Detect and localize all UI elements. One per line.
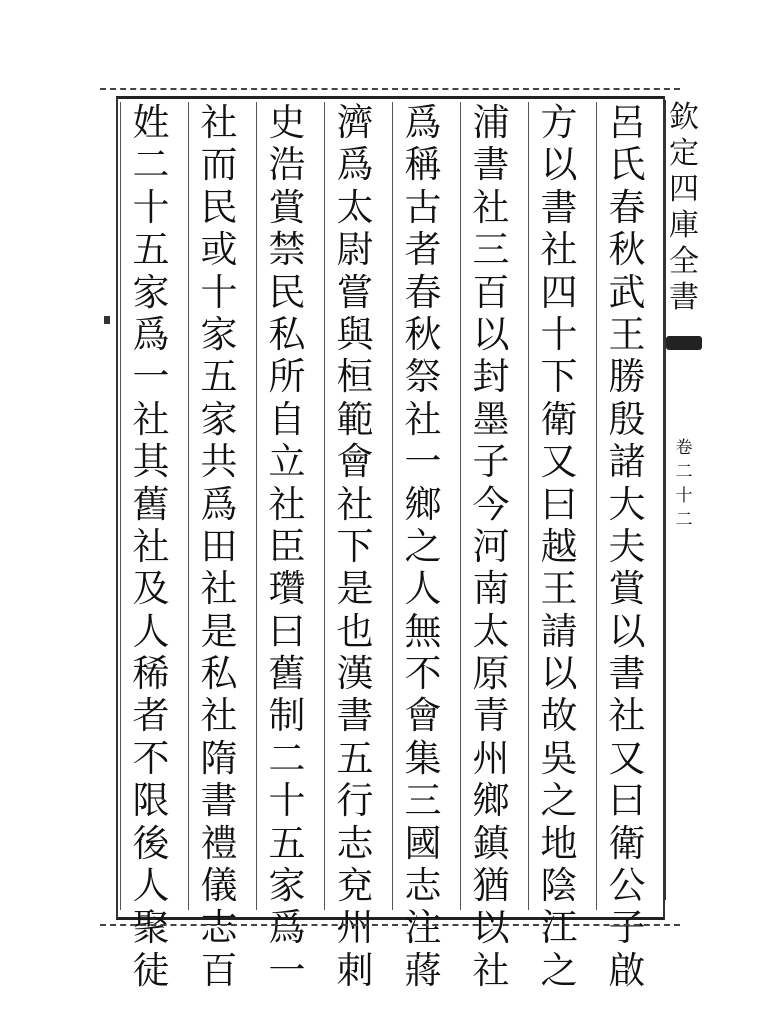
character: 夫 [608, 524, 646, 568]
character: 州 [336, 906, 374, 950]
character: 又 [608, 736, 646, 780]
character: 衛 [540, 397, 578, 441]
bottom-rule [100, 924, 680, 928]
character: 猶 [472, 864, 510, 908]
character: 子 [608, 906, 646, 950]
character: 隋 [200, 736, 238, 780]
character: 桓 [336, 355, 374, 399]
margin-character: 欽 [669, 100, 699, 135]
character: 封 [472, 355, 510, 399]
character: 青 [472, 694, 510, 738]
character: 賞 [268, 185, 306, 229]
character: 江 [540, 906, 578, 950]
text-column [324, 101, 385, 992]
character: 十 [540, 312, 578, 356]
character: 社 [132, 524, 170, 568]
character: 而 [200, 143, 238, 187]
character: 田 [200, 524, 238, 568]
character: 書 [336, 694, 374, 738]
character: 稱 [404, 143, 442, 187]
character: 刺 [336, 948, 374, 992]
top-rule [100, 88, 680, 92]
volume-label [664, 436, 704, 532]
character: 舊 [132, 482, 170, 526]
character: 五 [200, 355, 238, 399]
character: 志 [336, 821, 374, 865]
character: 共 [200, 440, 238, 484]
character: 鎮 [472, 821, 510, 865]
character: 民 [200, 185, 238, 229]
margin-character: 十 [675, 486, 693, 506]
character: 後 [132, 821, 170, 865]
character: 三 [472, 228, 510, 272]
character: 之 [540, 948, 578, 992]
text-column [528, 101, 589, 992]
character: 禁 [268, 228, 306, 272]
margin-character: 書 [669, 280, 699, 315]
character: 也 [336, 609, 374, 653]
character: 以 [608, 609, 646, 653]
character: 者 [404, 228, 442, 272]
character: 立 [268, 440, 306, 484]
character: 又 [540, 440, 578, 484]
character: 陰 [540, 864, 578, 908]
character: 嘗 [336, 270, 374, 314]
character: 之 [404, 524, 442, 568]
character: 禮 [200, 821, 238, 865]
character: 祭 [404, 355, 442, 399]
character: 五 [268, 821, 306, 865]
character: 河 [472, 524, 510, 568]
character: 太 [336, 185, 374, 229]
character: 漢 [336, 652, 374, 696]
character: 稀 [132, 652, 170, 696]
character: 社 [200, 694, 238, 738]
margin-character: 庫 [669, 208, 699, 243]
character: 人 [404, 567, 442, 611]
character: 古 [404, 185, 442, 229]
character: 地 [540, 821, 578, 865]
character: 爲 [404, 101, 442, 144]
character: 制 [268, 694, 306, 738]
character: 南 [472, 567, 510, 611]
character: 人 [132, 864, 170, 908]
character: 書 [200, 779, 238, 823]
character: 諸 [608, 440, 646, 484]
character: 社 [336, 482, 374, 526]
character: 是 [200, 609, 238, 653]
character: 請 [540, 609, 578, 653]
character: 春 [404, 270, 442, 314]
character: 下 [336, 524, 374, 568]
text-column [188, 101, 249, 992]
character: 及 [132, 567, 170, 611]
character: 三 [404, 779, 442, 823]
character: 大 [608, 482, 646, 526]
margin-title [664, 100, 704, 316]
character: 志 [404, 864, 442, 908]
character: 社 [200, 101, 238, 144]
character: 社 [472, 185, 510, 229]
character: 會 [336, 440, 374, 484]
character: 四 [540, 270, 578, 314]
character: 衛 [608, 821, 646, 865]
character: 勝 [608, 355, 646, 399]
character: 鄉 [404, 482, 442, 526]
character: 無 [404, 609, 442, 653]
character: 五 [132, 228, 170, 272]
character: 或 [200, 228, 238, 272]
margin-mark [104, 316, 110, 324]
character: 曰 [268, 609, 306, 653]
character: 家 [200, 312, 238, 356]
character: 私 [200, 652, 238, 696]
character: 限 [132, 779, 170, 823]
character: 注 [404, 906, 442, 950]
character: 其 [132, 440, 170, 484]
character: 百 [200, 948, 238, 992]
character: 鄉 [472, 779, 510, 823]
character: 子 [472, 440, 510, 484]
character: 曰 [608, 779, 646, 823]
character: 社 [132, 397, 170, 441]
character: 爲 [132, 312, 170, 356]
character: 自 [268, 397, 306, 441]
character: 二 [268, 736, 306, 780]
character: 蔣 [404, 948, 442, 992]
character: 武 [608, 270, 646, 314]
character: 今 [472, 482, 510, 526]
character: 人 [132, 609, 170, 653]
character: 一 [268, 948, 306, 992]
character: 儀 [200, 864, 238, 908]
text-column [256, 101, 317, 992]
character: 殷 [608, 397, 646, 441]
character: 不 [404, 652, 442, 696]
character: 民 [268, 270, 306, 314]
character: 以 [540, 143, 578, 187]
character: 浦 [472, 101, 510, 144]
character: 爲 [336, 143, 374, 187]
character: 社 [268, 482, 306, 526]
character: 行 [336, 779, 374, 823]
character: 賞 [608, 567, 646, 611]
character: 家 [132, 270, 170, 314]
character: 二 [132, 143, 170, 187]
character: 州 [472, 736, 510, 780]
margin-character: 全 [669, 244, 699, 279]
margin-character: 二 [675, 510, 693, 530]
character: 王 [608, 312, 646, 356]
character: 志 [200, 906, 238, 950]
character: 呂 [608, 101, 646, 144]
margin-character: 卷 [675, 438, 693, 458]
margin-character: 二 [675, 462, 693, 482]
character: 書 [608, 652, 646, 696]
character: 史 [268, 101, 306, 144]
character: 是 [336, 567, 374, 611]
character: 以 [472, 312, 510, 356]
character: 所 [268, 355, 306, 399]
character: 一 [404, 440, 442, 484]
character: 家 [200, 397, 238, 441]
character: 十 [200, 270, 238, 314]
character: 百 [472, 270, 510, 314]
character: 太 [472, 609, 510, 653]
character: 十 [268, 779, 306, 823]
character: 私 [268, 312, 306, 356]
fish-tail-mark [666, 336, 702, 350]
character: 徒 [132, 948, 170, 992]
character: 書 [540, 185, 578, 229]
margin-character: 定 [669, 136, 699, 171]
character: 社 [200, 567, 238, 611]
character: 越 [540, 524, 578, 568]
character: 曰 [540, 482, 578, 526]
character: 舊 [268, 652, 306, 696]
character: 之 [540, 779, 578, 823]
character: 方 [540, 101, 578, 144]
character: 家 [268, 864, 306, 908]
character: 與 [336, 312, 374, 356]
character: 社 [540, 228, 578, 272]
character: 者 [132, 694, 170, 738]
text-column [392, 101, 453, 992]
character: 原 [472, 652, 510, 696]
text-column [460, 101, 521, 992]
text-column [120, 101, 181, 992]
character: 五 [336, 736, 374, 780]
character: 秋 [608, 228, 646, 272]
character: 兗 [336, 864, 374, 908]
character: 吳 [540, 736, 578, 780]
character: 姓 [132, 101, 170, 144]
character: 國 [404, 821, 442, 865]
character: 社 [608, 694, 646, 738]
character: 王 [540, 567, 578, 611]
character: 不 [132, 736, 170, 780]
character: 氏 [608, 143, 646, 187]
character: 爲 [268, 906, 306, 950]
character: 秋 [404, 312, 442, 356]
character: 下 [540, 355, 578, 399]
character: 啟 [608, 948, 646, 992]
text-column [596, 101, 657, 992]
character: 十 [132, 185, 170, 229]
character: 聚 [132, 906, 170, 950]
character: 浩 [268, 143, 306, 187]
character: 以 [540, 652, 578, 696]
character: 公 [608, 864, 646, 908]
character: 書 [472, 143, 510, 187]
character: 社 [404, 397, 442, 441]
character: 範 [336, 397, 374, 441]
character: 瓚 [268, 567, 306, 611]
margin-character: 四 [669, 172, 699, 207]
character: 尉 [336, 228, 374, 272]
character: 會 [404, 694, 442, 738]
character: 以 [472, 906, 510, 950]
character: 集 [404, 736, 442, 780]
character: 臣 [268, 524, 306, 568]
character: 濟 [336, 101, 374, 144]
character: 一 [132, 355, 170, 399]
character: 爲 [200, 482, 238, 526]
character: 故 [540, 694, 578, 738]
character: 春 [608, 185, 646, 229]
character: 墨 [472, 397, 510, 441]
character: 社 [472, 948, 510, 992]
